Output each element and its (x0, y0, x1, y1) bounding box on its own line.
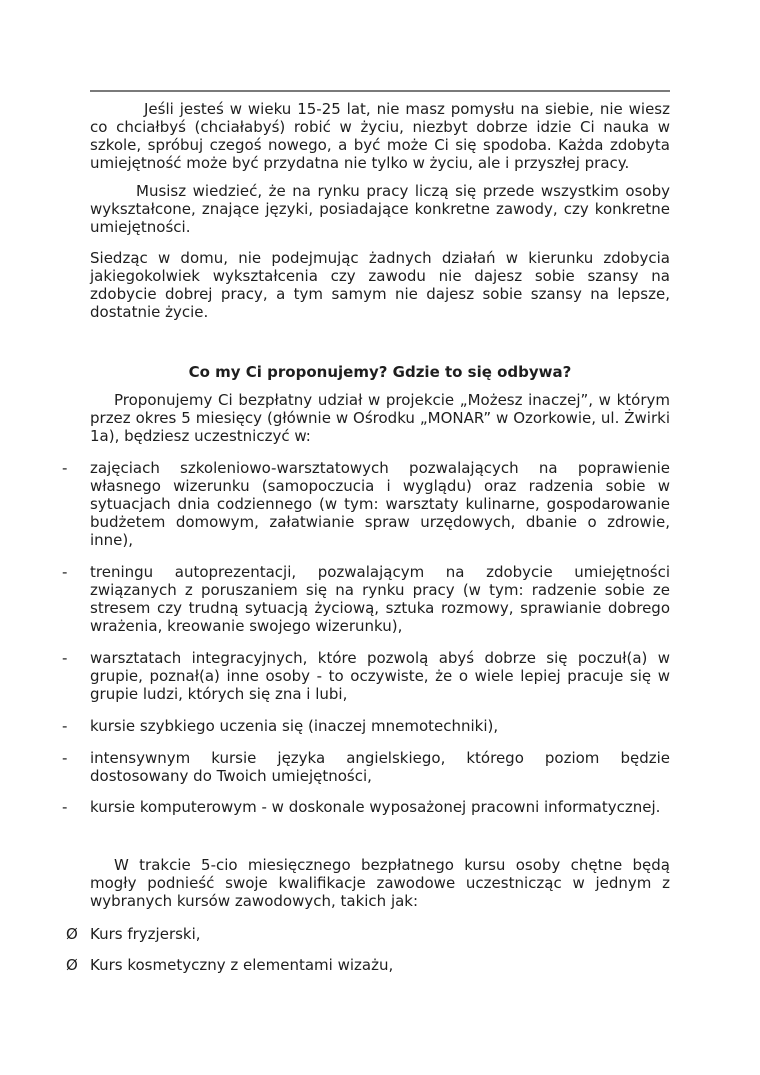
courses-list (66, 925, 670, 974)
list-item-text: warsztatach integracyjnych, które pozwolą abyś dobrze się poczuł(a) w grupie, poznał(a) inne osoby - to oczywiste, że o wiele lepiej pracuje się w grupie ludzi, których się zna i lubi, (90, 649, 670, 703)
activities-list (62, 459, 670, 816)
list-item-text: kursie komputerowym - w doskonale wyposażonej pracowni informatycznej. (90, 798, 661, 816)
intro-paragraph: Jeśli jesteś w wieku 15-25 lat, nie masz pomysłu na siebie, nie wiesz co chciałbyś (chciałabyś) robić w życiu, niezbyt dobrze idzie Ci nauka w szkole, spróbuj czegoś nowego, a być może Ci się spodoba. Każda zdobyta umiejętność może być przydatna nie tylko w życiu, ale i przyszłej pracy. (90, 100, 670, 172)
dash-bullet: - (62, 798, 68, 816)
dash-bullet: - (62, 717, 68, 735)
dash-bullet: - (62, 649, 68, 667)
list-item (62, 717, 670, 735)
home-paragraph: Siedząc w domu, nie podejmując żadnych działań w kierunku zdobycia jakiegokolwiek wykształcenia czy zawodu nie dajesz sobie szansy na zdobycie dobrej pracy, a tym samym nie dajesz sobie szansy na lepsze, dostatnie życie. (90, 249, 670, 321)
training-paragraph: W trakcie 5-cio miesięcznego bezpłatnego kursu osoby chętne będą mogły podnieść swoje kwalifikacje zawodowe uczestnicząc w jednym z wybranych kursów zawodowych, takich jak: (90, 856, 670, 910)
proposal-paragraph: Proponujemy Ci bezpłatny udział w projekcie „Możesz inaczej”, w którym przez okres 5 miesięcy (głównie w Ośrodku „MONAR” w Ozorkowie, ul. Żwirki 1a), będziesz uczestniczyć w: (90, 391, 670, 445)
dash-bullet: - (62, 749, 68, 767)
top-rule (90, 90, 670, 92)
list-item-text: kursie szybkiego uczenia się (inaczej mnemotechniki), (90, 717, 499, 735)
list-item-text: Kurs fryzjerski, (90, 925, 201, 943)
list-item (62, 649, 670, 703)
list-item (62, 749, 670, 785)
list-item-text: Kurs kosmetyczny z elementami wizażu, (90, 956, 394, 974)
list-item (62, 798, 670, 816)
list-item (66, 925, 670, 943)
dash-bullet: - (62, 459, 68, 477)
document-body (62, 100, 670, 974)
list-item (62, 563, 670, 635)
empty-set-bullet-icon: Ø (66, 956, 78, 974)
list-item (66, 956, 670, 974)
empty-set-bullet-icon: Ø (66, 925, 78, 943)
section-heading: Co my Ci proponujemy? Gdzie to się odbywa? (188, 363, 572, 381)
list-item (62, 459, 670, 549)
dash-bullet: - (62, 563, 68, 581)
list-item-text: treningu autoprezentacji, pozwalającym na zdobycie umiejętności związanych z poruszaniem się na rynku pracy (w tym: radzenie sobie ze stresem czy trudną sytuacją życiową, sztuka rozmowy, sprawianie dobrego wrażenia, kreowanie swojego wizerunku), (90, 563, 670, 635)
list-item-text: intensywnym kursie języka angielskiego, którego poziom będzie dostosowany do Twoich umiejętności, (90, 749, 670, 785)
market-paragraph: Musisz wiedzieć, że na rynku pracy liczą się przede wszystkim osoby wykształcone, znające języki, posiadające konkretne zawody, czy konkretne umiejętności. (90, 182, 670, 236)
list-item-text: zajęciach szkoleniowo-warsztatowych pozwalających na poprawienie własnego wizerunku (samopoczucia i wyglądu) oraz radzenia sobie w sytuacjach dnia codziennego (w tym: warsztaty kulinarne, gospodarowanie budżetem domowym, załatwianie spraw urzędowych, dbanie o zdrowie, inne), (90, 459, 670, 549)
